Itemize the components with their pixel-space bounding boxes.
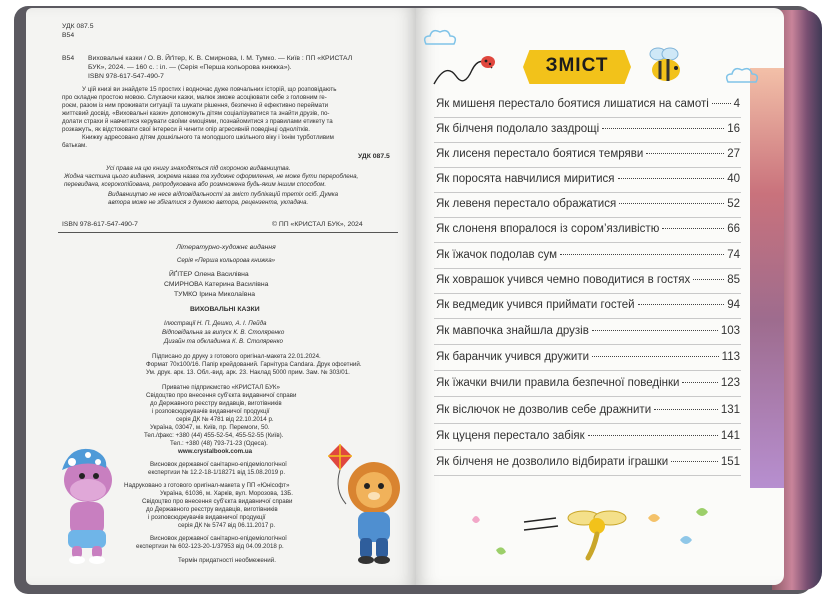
toc-item-title: Як віслючок не дозволив себе дражнити bbox=[436, 404, 652, 416]
genre: Літературно-художнє видання bbox=[176, 244, 276, 251]
toc-leader bbox=[592, 330, 718, 331]
toc-item[interactable] bbox=[436, 325, 740, 341]
toc-leader bbox=[619, 203, 724, 204]
annotation-line: роєм, разом із ним проживати ситуації та шукати рішення, безпечно й ефективно переймати bbox=[62, 102, 329, 109]
rights-line: Видавництво не несе відповідальності за зміст публікацій третіх осіб. Думка bbox=[108, 191, 339, 198]
toc-separator bbox=[434, 142, 741, 143]
printer-line: і розповсюджувачів видавничої продукції bbox=[148, 514, 266, 521]
spec-line: Формат 70x100/16. Папір крейдований. Гарнітура Candara. Друк офсетний. bbox=[146, 361, 362, 368]
toc-item-title: Як їжачки вчили правила безпечної поведінки bbox=[436, 377, 680, 389]
toc-item-page: 103 bbox=[720, 325, 740, 337]
toc-item-title: Як баранчик учився дружити bbox=[436, 351, 590, 363]
toc-item-page: 131 bbox=[720, 404, 740, 416]
validity-note: Термін придатності необмежений. bbox=[178, 557, 276, 564]
series: Серія «Перша кольорова книжка» bbox=[176, 257, 276, 264]
publisher-website: www.crystalbook.com.ua bbox=[178, 448, 253, 455]
spec-line: Ум. друк. арк. 13. Обл.-вид. арк. 23. Наклад 5000 прим. Зам. № 303/01. bbox=[146, 369, 350, 376]
toc-item[interactable] bbox=[436, 148, 740, 164]
publisher-line: Приватне підприємство «КРИСТАЛ БУК» bbox=[162, 384, 280, 391]
toc-item-title: Як ведмедик учився приймати гостей bbox=[436, 299, 635, 311]
toc-leader bbox=[618, 178, 725, 179]
toc-separator bbox=[434, 423, 741, 424]
isbn-bottom: ISBN 978-617-547-490-7 bbox=[62, 221, 138, 228]
toc-leader bbox=[592, 356, 719, 357]
cloud-icon bbox=[420, 26, 460, 50]
toc-item[interactable] bbox=[436, 430, 740, 446]
author-3: ТУМКО Ірина Миколаївна bbox=[174, 291, 255, 298]
rights-line: автора може не збігатися з думкою автора, рецензента, укладача. bbox=[108, 199, 309, 206]
credit-line: Ілюстрації Н. П. Дешко, А. І. Пейда bbox=[164, 320, 267, 327]
credit-line: Дизайн та обкладинка К. В. Столяренко bbox=[164, 338, 283, 345]
toc-item[interactable] bbox=[436, 173, 740, 189]
toc-separator bbox=[434, 344, 741, 345]
cloud-icon bbox=[722, 64, 760, 86]
toc-item-page: 27 bbox=[727, 148, 740, 160]
toc-item-title: Як левеня перестало ображатися bbox=[436, 198, 617, 210]
code-left: В54 bbox=[62, 55, 75, 62]
annotation-line: Книжку адресовано дітям дошкільного та молодшого шкільного віку і їхнім турботливим bbox=[82, 134, 334, 141]
rights-line: Жодна частина цього видання, зокрема назва та художнє оформлення, не може бути перероблена, bbox=[64, 173, 359, 180]
rights-line: Усі права на цю книгу знаходяться під охороною видавництва. bbox=[106, 165, 291, 172]
toc-item-title: Як мишеня перестало боятися лишатися на самоті bbox=[436, 98, 709, 110]
toc-leader bbox=[560, 254, 724, 255]
doodle-swirl-icon bbox=[432, 54, 512, 94]
credit-line: Відповідальна за випуск К. В. Столяренко bbox=[162, 329, 285, 336]
toc-item-page: 66 bbox=[727, 223, 740, 235]
toc-item-title: Як білченя подолало заздрощі bbox=[436, 123, 600, 135]
toc-separator bbox=[434, 370, 741, 371]
publisher-line: серія ДК № 4781 від 22.10.2014 р. bbox=[176, 416, 274, 423]
toc-item-page: 74 bbox=[727, 249, 740, 261]
biblio-line-1: Виховальні казки / О. В. Йґітер, К. В. Смирнова, І. М. Тумко. — Київ : ПП «КРИСТАЛ bbox=[88, 55, 353, 62]
toc-separator bbox=[434, 117, 741, 118]
annotation-line: долати страхи й навчитися керувати своїми емоціями, познайомитися з правилами етикету та bbox=[62, 118, 333, 125]
toc-leader bbox=[638, 304, 725, 305]
toc-item-title: Як слоненя впоралося із сором’язливістю bbox=[436, 223, 660, 235]
toc-leader bbox=[646, 153, 724, 154]
toc-item-title: Як лисеня перестало боятися темряви bbox=[436, 148, 644, 160]
toc-separator bbox=[434, 318, 741, 319]
toc-item[interactable] bbox=[436, 456, 740, 472]
publisher-line: Свідоцтво про внесення суб'єкта видавничої справи bbox=[146, 392, 297, 399]
printer-conclusion-line: експертизи № 602-123-20-1/37953 від 04.09.2018 р. bbox=[136, 543, 284, 550]
toc-leader bbox=[588, 435, 718, 436]
toc-separator bbox=[434, 268, 741, 269]
publisher-line: і розповсюджувачів видавничої продукції bbox=[152, 408, 270, 415]
printer-conclusion-line: Висновок державної санітарно-епідеміологічної bbox=[150, 535, 287, 542]
toc-separator bbox=[434, 449, 741, 450]
toc-leader bbox=[602, 128, 724, 129]
toc-leader bbox=[682, 382, 717, 383]
sanitary-line: експертизи № 12.2-18-1/18271 від 15.08.2019 р. bbox=[148, 469, 286, 476]
toc-item-title: Як цуценя перестало забіяк bbox=[436, 430, 585, 442]
publisher-line: Україна, 03047, м. Київ, пр. Перемоги, 50. bbox=[150, 424, 270, 431]
page-illustration-strip bbox=[750, 68, 784, 488]
toc-item[interactable] bbox=[436, 377, 740, 393]
printer-line: Україна, 61036, м. Харків, вул. Морозова, 13Б. bbox=[160, 490, 294, 497]
toc-leader bbox=[662, 228, 724, 229]
toc-item-page: 113 bbox=[721, 351, 740, 363]
toc-item-page: 40 bbox=[727, 173, 740, 185]
toc-separator bbox=[434, 217, 741, 218]
lion-illustration bbox=[322, 440, 408, 565]
rights-line: перевидана, ксерокопійована, репродукована або розмножена будь-яким іншим способом. bbox=[64, 181, 327, 188]
printer-line: Свідоцтво про внесення суб'єкта видавничої справи bbox=[142, 498, 293, 505]
toc-leader bbox=[671, 461, 718, 462]
book-title: ВИХОВАЛЬНІ КАЗКИ bbox=[190, 306, 260, 313]
sanitary-line: Висновок державної санітарно-епідеміологічної bbox=[150, 461, 287, 468]
toc-item-page: 141 bbox=[720, 430, 740, 442]
udk-top: УДК 087.5 bbox=[62, 23, 94, 30]
toc-item-page: 94 bbox=[727, 299, 740, 311]
publisher-line: Тел./факс: +380 (44) 455-52-54, 455-52-55 (Київ). bbox=[144, 432, 284, 439]
hippo-illustration bbox=[48, 440, 124, 565]
toc-item[interactable] bbox=[436, 198, 740, 214]
toc-item[interactable] bbox=[436, 123, 740, 139]
toc-item[interactable] bbox=[436, 249, 740, 265]
toc-item-title: Як ховрашок учився чемно поводитися в гостях bbox=[436, 274, 691, 286]
udk-right: УДК 087.5 bbox=[358, 153, 390, 160]
toc-item-title: Як їжачок подолав сум bbox=[436, 249, 558, 261]
toc-item-page: 16 bbox=[727, 123, 740, 135]
printer-line: серія ДК № 5747 від 06.11.2017 р. bbox=[178, 522, 276, 529]
spec-line: Підписано до друку з готового оригінал-макета 22.01.2024. bbox=[152, 353, 321, 360]
printer-line: Надруковано з готового оригінал-макета у ПП «Юнісофт» bbox=[124, 482, 290, 489]
toc-separator bbox=[434, 475, 741, 476]
toc-item[interactable] bbox=[436, 98, 740, 114]
copyright: © ПП «КРИСТАЛ БУК», 2024 bbox=[272, 221, 363, 228]
toc-item-title: Як поросята навчилися миритися bbox=[436, 173, 615, 185]
publisher-line: до Державного реєстру видавців, виготівників bbox=[150, 400, 282, 407]
toc-item-title: Як білченя не дозволило відбирати іграшки bbox=[436, 456, 669, 468]
toc-leader bbox=[693, 279, 724, 280]
toc-item[interactable] bbox=[436, 404, 740, 420]
toc-item[interactable] bbox=[436, 351, 740, 367]
author-1: ЙҐІТЕР Олена Василівна bbox=[169, 271, 249, 278]
divider bbox=[58, 232, 398, 233]
toc-separator bbox=[434, 396, 741, 397]
annotation-line: життєвий досвід. «Виховальні казки» допоможуть дітям соціалізуватися та знайти друзів, по- bbox=[62, 110, 330, 117]
toc-leader bbox=[654, 409, 718, 410]
dragonfly-decoration bbox=[466, 500, 716, 570]
toc-item[interactable] bbox=[436, 299, 740, 315]
toc-leader bbox=[712, 103, 731, 104]
toc-separator bbox=[434, 167, 741, 168]
toc-item-page: 123 bbox=[720, 377, 740, 389]
annotation-line: про складне простою мовою. Слухаючи казки, малюк зможе асоціювати себе з головним ге- bbox=[62, 94, 327, 101]
toc-separator bbox=[434, 293, 741, 294]
toc-item-page: 151 bbox=[720, 456, 740, 468]
toc-heading: ЗМІСТ bbox=[545, 55, 609, 76]
biblio-line-2: БУК», 2024. — 160 с. : іл. — (Серія «Перша кольорова книжка»). bbox=[88, 64, 292, 71]
toc-separator bbox=[434, 242, 741, 243]
toc-item-page: 52 bbox=[727, 198, 740, 210]
toc-item[interactable] bbox=[436, 223, 740, 239]
toc-item-title: Як мавпочка знайшла друзів bbox=[436, 325, 589, 337]
bee-icon bbox=[644, 44, 690, 84]
toc-item-page: 85 bbox=[727, 274, 740, 286]
right-page bbox=[416, 8, 784, 585]
isbn-inline: ISBN 978-617-547-490-7 bbox=[88, 73, 164, 80]
toc-separator bbox=[434, 192, 741, 193]
annotation-line: У цій книзі ви знайдете 15 простих і водночас дуже повчальних історій, що розповідають bbox=[82, 86, 337, 93]
bbk-code: В54 bbox=[62, 32, 75, 39]
toc-item[interactable] bbox=[436, 274, 740, 290]
printer-line: до Державного реєстру видавців, виготівників bbox=[146, 506, 278, 513]
annotation-line: розкажуть, як відстоювати свої інтереси й чинити опір агресивній поведінці однолітків. bbox=[62, 126, 310, 133]
toc-item-page: 4 bbox=[733, 98, 740, 110]
author-2: СМИРНОВА Катерина Василівна bbox=[164, 281, 269, 288]
publisher-line: Тел.: +380 (48) 793-71-23 (Одеса). bbox=[170, 440, 268, 447]
annotation-line: батькам. bbox=[62, 142, 88, 149]
